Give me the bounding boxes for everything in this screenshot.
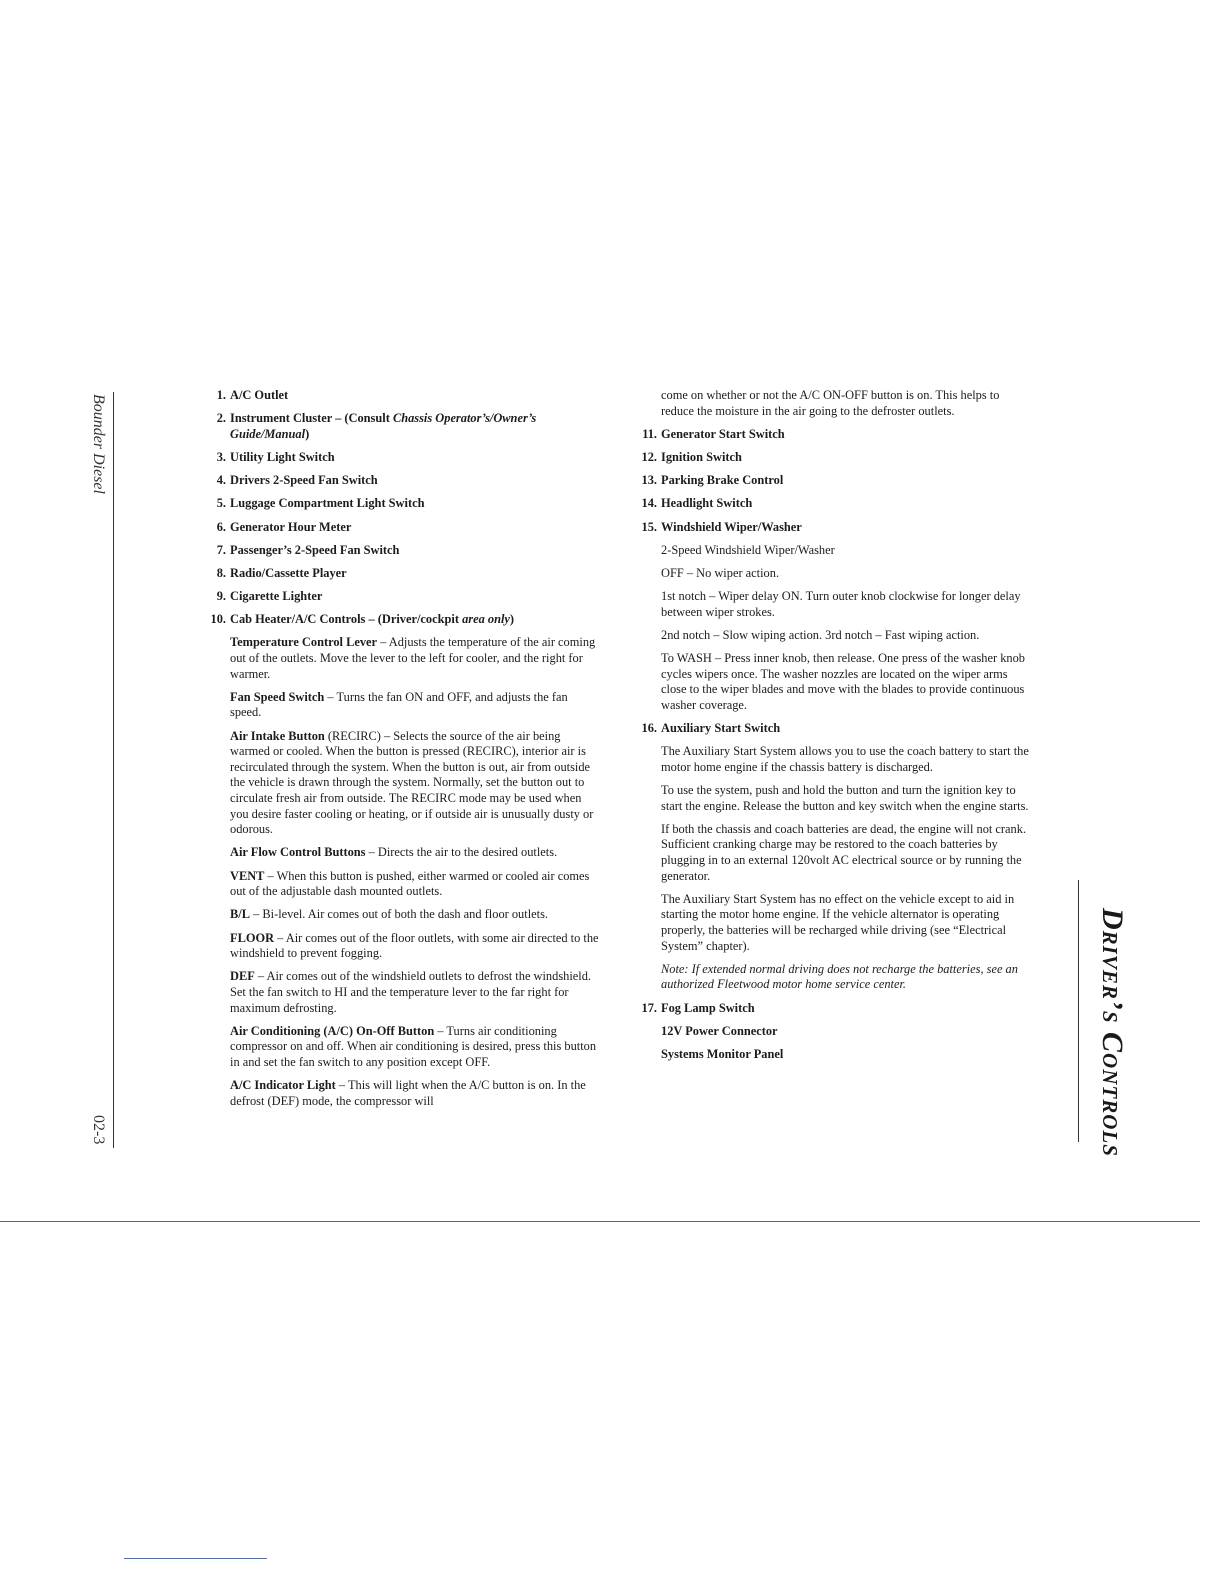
continued-paragraph: come on whether or not the A/C ON-OFF button is on. This helps to reduce the moisture in the air going to the defroster outlets. (661, 388, 1000, 418)
sub-heading: Systems Monitor Panel (661, 1046, 784, 1061)
list-item: 9. Cigarette Lighter (216, 589, 323, 604)
sub-paragraph: To use the system, push and hold the button and turn the ignition key to start the engine. Release the button and key switch when the engine starts. (661, 783, 1029, 813)
list-item: 13. Parking Brake Control (641, 473, 784, 488)
page-number: 02-3 (90, 1114, 107, 1144)
sub-paragraph: Temperature Control Lever – Adjusts the temperature of the air coming out of the outlets. Move the lever to the left for cooler, and the right for warmer. (230, 635, 596, 681)
sub-paragraph: B/L – Bi-level. Air comes out of both the dash and floor outlets. (230, 907, 548, 922)
sub-paragraph: Air Flow Control Buttons – Directs the air to the desired outlets. (230, 845, 558, 860)
list-item: 2. Instrument Cluster – (Consult Chassis Operator’s/Owner’s Guide/Manual) (216, 411, 537, 441)
scan-mark (124, 1558, 267, 1559)
sub-paragraph: If both the chassis and coach batteries are dead, the engine will not crank. Sufficient cranking charge may be restored to the coach batteries by plugging in to an external 120volt AC electrical source or by running the generator. (661, 821, 1027, 883)
sub-paragraph: 1st notch – Wiper delay ON. Turn outer knob clockwise for longer delay between wiper strokes. (661, 589, 1021, 619)
list-item: 5. Luggage Compartment Light Switch (216, 496, 425, 511)
chapter-title: Driver’s Controls (1096, 908, 1129, 1157)
sub-paragraph: VENT – When this button is pushed, either warmed or cooled air comes out of the adjustable dash mounted outlets. (230, 868, 590, 899)
page-bottom-rule (0, 1221, 1200, 1222)
sub-paragraph: Air Conditioning (A/C) On-Off Button – Turns air conditioning compressor on and off. When air conditioning is desired, press this button in and set the fan switch to any position except OFF. (230, 1023, 597, 1069)
sub-paragraph: DEF – Air comes out of the windshield outlets to defrost the windshield. Set the fan switch to HI and the temperature lever to the far right for maximum defrosting. (230, 969, 592, 1015)
left-margin (85, 392, 114, 1148)
list-item: 3. Utility Light Switch (216, 449, 335, 464)
sub-paragraph: The Auxiliary Start System has no effect on the vehicle except to aid in starting the motor home engine. If the vehicle alternator is operating properly, the batteries will be recharged while driving (see “Electrical System” chapter). (661, 891, 1015, 953)
list-item: 14. Headlight Switch (641, 496, 753, 511)
list-item: 6. Generator Hour Meter (216, 519, 352, 534)
sub-paragraph: Air Intake Button (RECIRC) – Selects the source of the air being warmed or cooled. When the button is pressed (RECIRC), interior air is recirculated through the system. When the button is out, air from outside the vehicle is drawn through the system. Normally, set the button out to circulate fresh air from outside. The RECIRC mode may be used when you desire faster cooling or heating, or if outside air is unusually dusty or odorous. (230, 728, 594, 837)
list-item: 12. Ignition Switch (641, 449, 742, 464)
sub-paragraph: FLOOR – Air comes out of the floor outlets, with some air directed to the windshield to prevent fogging. (230, 930, 599, 961)
sub-paragraph: 2nd notch – Slow wiping action. 3rd notch – Fast wiping action. (661, 627, 980, 642)
list-item: 10. Cab Heater/A/C Controls – (Driver/cockpit area only) (210, 612, 515, 627)
list-item: 7. Passenger’s 2-Speed Fan Switch (216, 542, 400, 557)
sub-heading: 12V Power Connector (661, 1023, 778, 1038)
list-item: 8. Radio/Cassette Player (216, 565, 347, 580)
sub-paragraph: OFF – No wiper action. (661, 565, 780, 580)
running-header: Bounder Diesel (90, 394, 107, 494)
list-item: 11. Generator Start Switch (642, 426, 785, 441)
list-item: 17. Fog Lamp Switch (641, 1000, 755, 1015)
sub-paragraph: The Auxiliary Start System allows you to use the coach battery to start the motor home engine if the chassis battery is discharged. (661, 744, 1029, 774)
list-item: 16. Auxiliary Start Switch (641, 721, 781, 736)
chapter-tab (1078, 880, 1129, 1157)
right-column (636, 388, 1034, 1070)
note: Note: If extended normal driving does not recharge the batteries, see an authorized Fleetwood motor home service center. (661, 961, 1018, 992)
list-item: 1. A/C Outlet (216, 388, 289, 402)
sub-paragraph: Fan Speed Switch – Turns the fan ON and OFF, and adjusts the fan speed. (230, 689, 568, 720)
sub-paragraph: A/C Indicator Light – This will light when the A/C button is on. In the defrost (DEF) mode, the compressor will (230, 1078, 586, 1108)
list-item: 15. Windshield Wiper/Washer (641, 519, 802, 534)
sub-paragraph: 2-Speed Windshield Wiper/Washer (661, 542, 835, 557)
left-column (205, 388, 600, 1117)
sub-paragraph: To WASH – Press inner knob, then release. One press of the washer knob cycles wipers once. The washer nozzles are located on the wiper arms close to the wiper blades and move with the blades to provide continuous washer coverage. (661, 651, 1026, 712)
list-item: 4. Drivers 2-Speed Fan Switch (216, 473, 378, 488)
